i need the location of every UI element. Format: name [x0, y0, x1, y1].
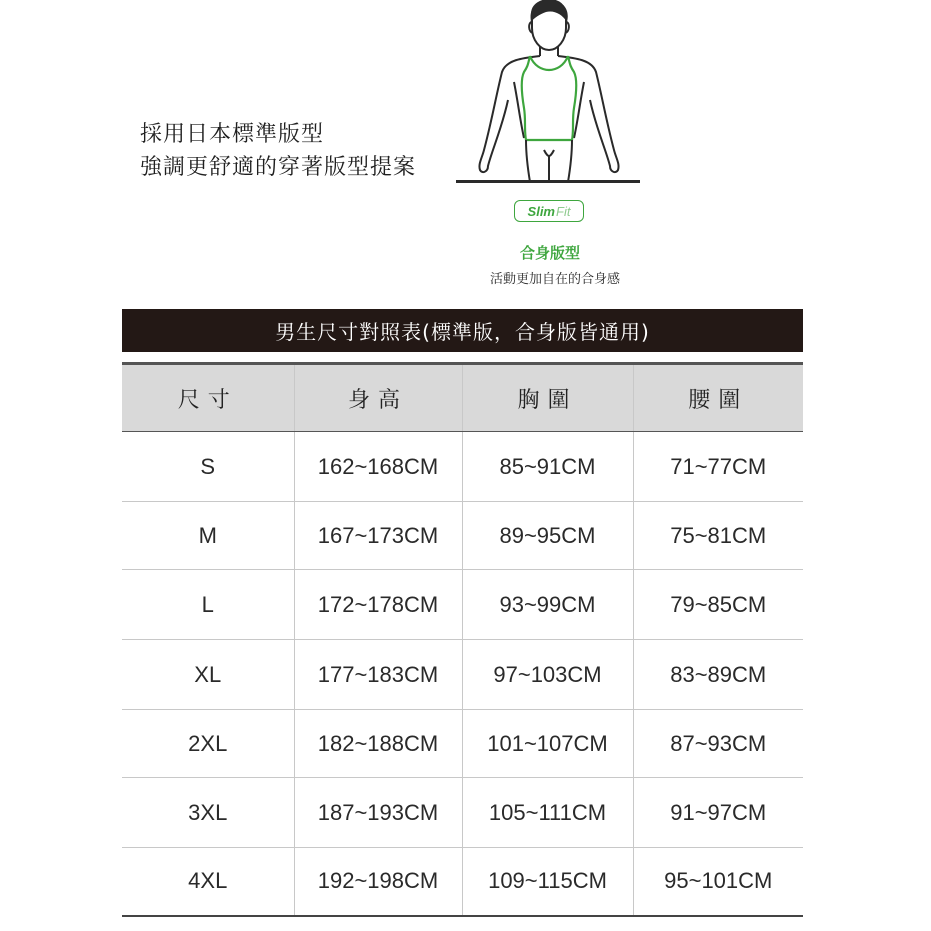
header-height: 身高 [294, 364, 462, 432]
cell-height: 162~168CM [294, 432, 462, 502]
ground-line [456, 180, 640, 183]
cell-height: 167~173CM [294, 502, 462, 570]
table-row [122, 640, 803, 710]
cell-height: 192~198CM [294, 848, 462, 916]
fit-title: 合身版型 [519, 244, 580, 262]
cell-size: 4XL [122, 848, 294, 916]
intro-line-1: 採用日本標準版型 [140, 122, 325, 147]
cell-chest: 109~115CM [462, 848, 633, 916]
intro-line-2: 強調更舒適的穿著版型提案 [140, 155, 417, 180]
table-row [122, 432, 803, 502]
cell-chest: 105~111CM [462, 778, 633, 848]
cell-size: L [122, 570, 294, 640]
header-chest: 胸圍 [462, 364, 633, 432]
size-chart-table [122, 362, 803, 917]
cell-size: XL [122, 640, 294, 710]
cell-chest: 97~103CM [462, 640, 633, 710]
size-table-title: 男生尺寸對照表(標準版，合身版皆通用) [122, 309, 803, 352]
table-row [122, 570, 803, 640]
cell-waist: 83~89CM [633, 640, 803, 710]
fit-description: 活動更加自在的合身感 [489, 272, 620, 287]
cell-waist: 79~85CM [633, 570, 803, 640]
table-row [122, 710, 803, 778]
table-row [122, 502, 803, 570]
cell-chest: 101~107CM [462, 710, 633, 778]
cell-chest: 89~95CM [462, 502, 633, 570]
cell-chest: 85~91CM [462, 432, 633, 502]
slim-fit-badge-part2: Fit [556, 203, 571, 219]
body-figure-illustration [462, 0, 652, 190]
table-row [122, 848, 803, 916]
cell-waist: 91~97CM [633, 778, 803, 848]
header-waist: 腰圍 [633, 364, 803, 432]
cell-waist: 87~93CM [633, 710, 803, 778]
cell-height: 182~188CM [294, 710, 462, 778]
table-body [122, 432, 803, 916]
cell-size: 3XL [122, 778, 294, 848]
slim-fit-badge [514, 200, 584, 222]
cell-height: 177~183CM [294, 640, 462, 710]
table-header-row [122, 364, 803, 432]
slim-fit-badge-part1: Slim [527, 203, 555, 219]
cell-size: S [122, 432, 294, 502]
cell-height: 172~178CM [294, 570, 462, 640]
cell-waist: 71~77CM [633, 432, 803, 502]
cell-chest: 93~99CM [462, 570, 633, 640]
cell-waist: 75~81CM [633, 502, 803, 570]
cell-size: 2XL [122, 710, 294, 778]
cell-waist: 95~101CM [633, 848, 803, 916]
intro-text [140, 118, 416, 184]
cell-size: M [122, 502, 294, 570]
table-row [122, 778, 803, 848]
cell-height: 187~193CM [294, 778, 462, 848]
header-size: 尺寸 [122, 364, 294, 432]
